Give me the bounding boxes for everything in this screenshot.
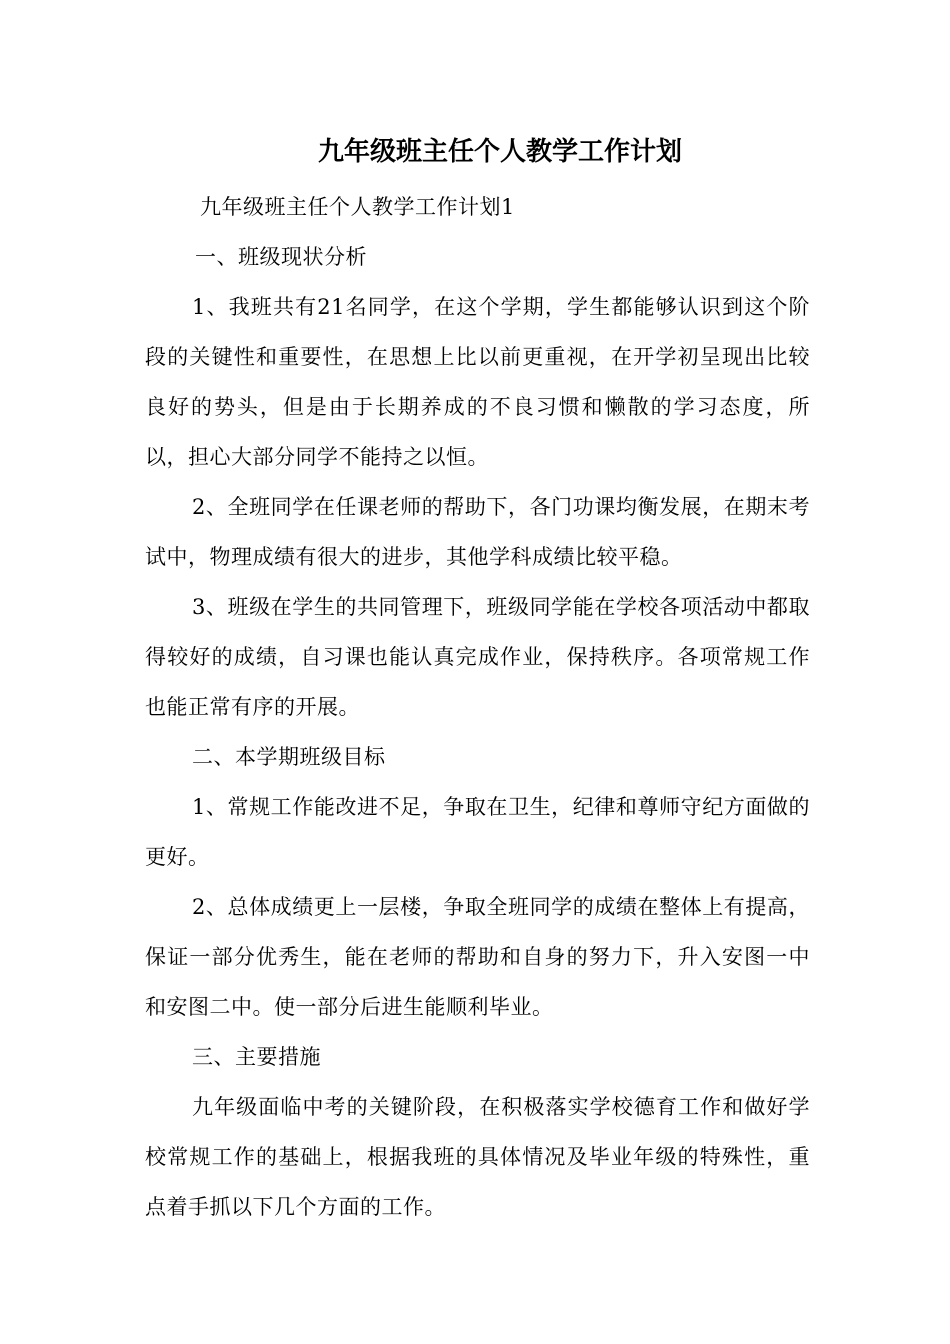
body-paragraph: 3、班级在学生的共同管理下，班级同学能在学校各项活动中都取得较好的成绩，自习课也能认真完成作业，保持秩序。各项常规工作也能正常有序的开展。	[145, 595, 810, 719]
body-paragraph: 2、总体成绩更上一层楼，争取全班同学的成绩在整体上有提高，保证一部分优秀生，能在老师的帮助和自身的努力下，升入安图一中和安图二中。使一部分后进生能顺利毕业。	[145, 895, 810, 1019]
body-paragraph: 1、常规工作能改进不足，争取在卫生，纪律和尊师守纪方面做的更好。	[145, 795, 810, 869]
body-paragraph: 1、我班共有21名同学，在这个学期，学生都能够认识到这个阶段的关键性和重要性，在思想上比以前更重视，在开学初呈现出比较良好的势头，但是由于长期养成的不良习惯和懒散的学习态度，所以，担心大部分同学不能持之以恒。	[145, 295, 810, 469]
body-paragraph: 2、全班同学在任课老师的帮助下，各门功课均衡发展，在期末考试中，物理成绩有很大的进步，其他学科成绩比较平稳。	[145, 495, 810, 569]
document-body	[145, 182, 810, 1232]
section-heading-2: 二、本学期班级目标	[192, 745, 386, 769]
section-heading-1: 一、班级现状分析	[195, 245, 367, 269]
document-title: 九年级班主任个人教学工作计划	[317, 137, 682, 167]
section-heading-3: 三、主要措施	[192, 1045, 321, 1069]
body-paragraph: 九年级面临中考的关键阶段，在积极落实学校德育工作和做好学校常规工作的基础上，根据我班的具体情况及毕业年级的特殊性，重点着手抓以下几个方面的工作。	[145, 1095, 810, 1219]
document-subtitle: 九年级班主任个人教学工作计划1	[200, 195, 515, 219]
